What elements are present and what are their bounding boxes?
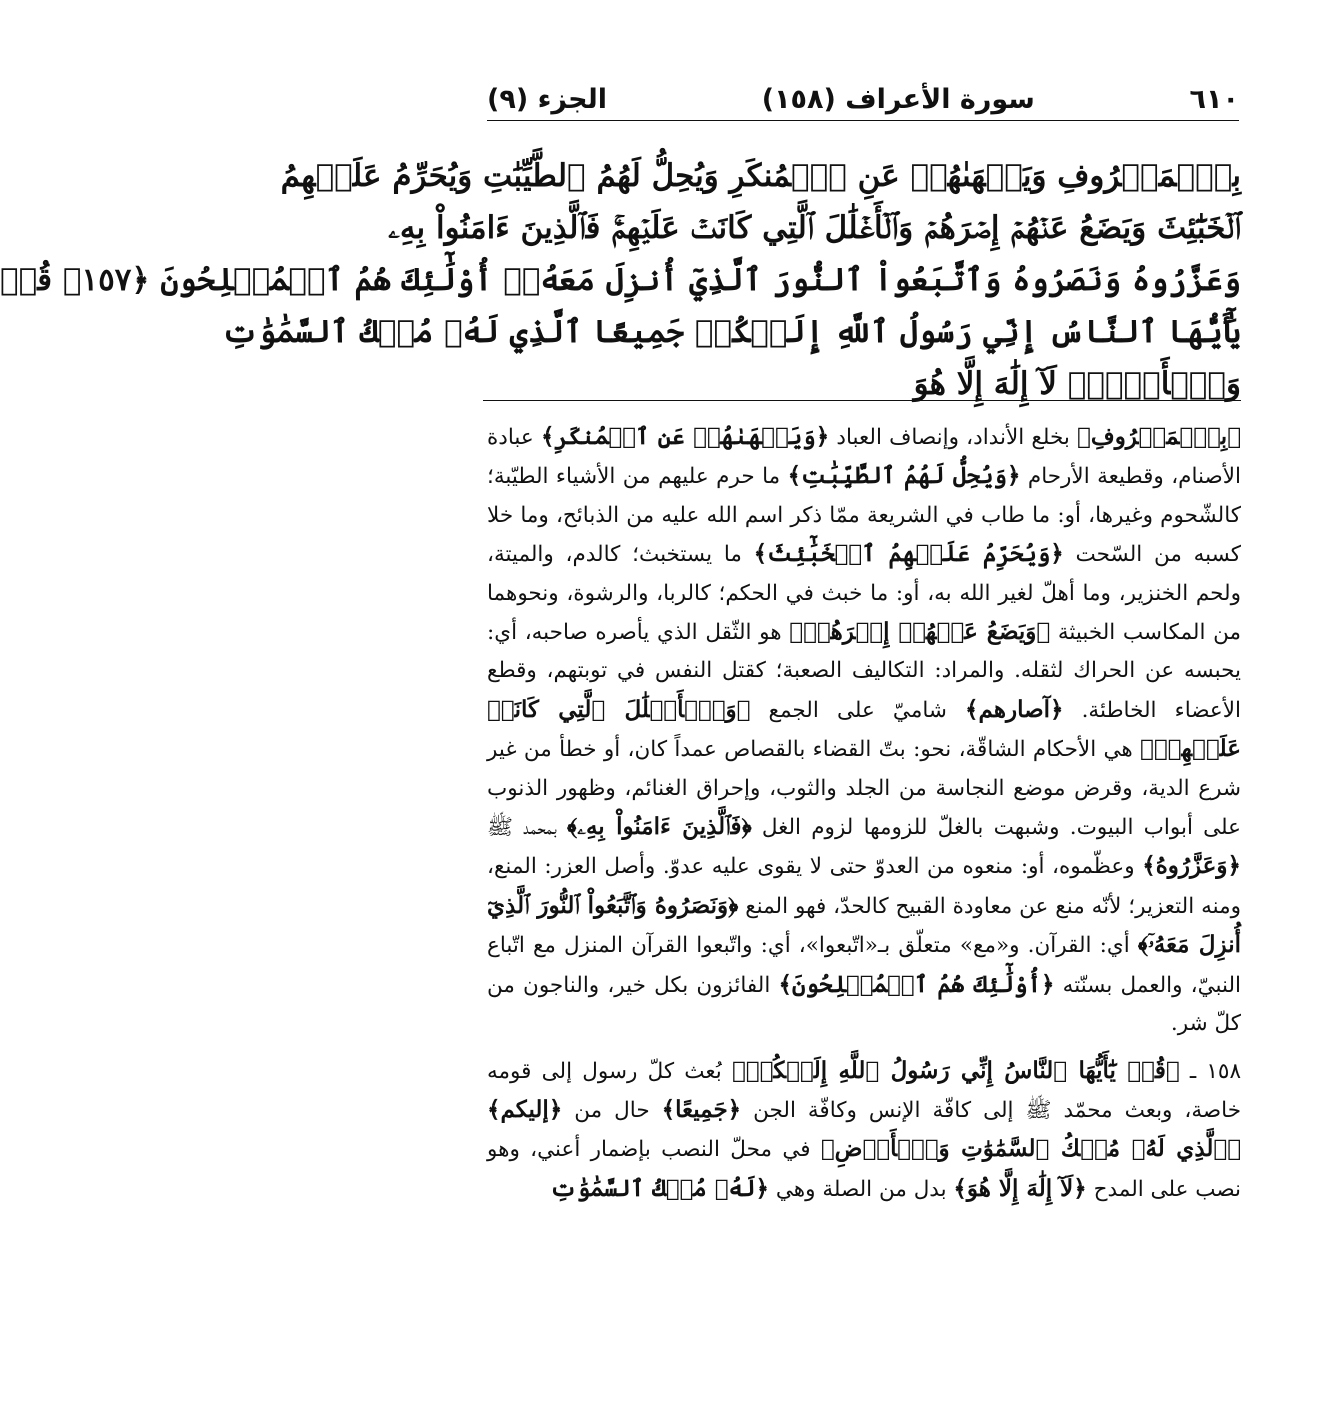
verse-line: ٱلۡخَبَٰٓئِثَ وَيَضَعُ عَنۡهُمۡ إِصۡرَهُمۡ وَٱلۡأَغۡلَٰلَ ٱلَّتِي كَانَتۡ عَلَيۡهِمۡۚ فَٱلَّذِينَ ءَامَنُواْ بِهِۦ xyxy=(388,210,1241,246)
commentary-text: ما حرم عليهم من الأشياء الطيّبة؛ كالشّحوم وغيرها، أو: ما طاب في الشريعة ممّا ذكر اسم الله عليه من الذبائح، وما خلا كسبه من السّحت xyxy=(487,464,1241,568)
commentary-text: شاميّ على الجمع xyxy=(750,697,966,723)
quran-verses-block xyxy=(0,150,1241,410)
quran-quote: ﴿بِٱلۡمَعۡرُوفِ﴾ xyxy=(1077,423,1242,450)
quran-quote: ﴿جَمِيعًا﴾ xyxy=(661,1095,742,1123)
commentary-text: حال من xyxy=(562,1097,662,1123)
commentary-text: عبادة الأصنام، وقطيعة الأرحام xyxy=(487,425,1242,490)
verse-line: وَعَزَّرُوهُ وَنَصَرُوهُ وَٱتَّبَعُواْ ٱلنُّورَ ٱلَّذِيٓ أُنزِلَ مَعَهُۥٓ أُوْلَٰٓئِكَ هُمُ ٱلۡمُفۡلِحُونَ ﴿١٥٧﴾ قُلۡ xyxy=(0,262,1241,298)
commentary-paragraph xyxy=(487,1052,1241,1210)
verse-line: بِٱلۡمَعۡرُوفِ وَيَنۡهَىٰهُمۡ عَنِ ٱلۡمُنكَرِ وَيُحِلُّ لَهُمُ ٱلطَّيِّبَٰتِ وَيُحَرِّمُ عَلَيۡهِمُ xyxy=(280,158,1241,194)
quran-quote: ﴿وَٱلۡأَغۡلَٰلَ ٱلَّتِي كَانَتۡ عَلَيۡهِمۡ﴾ xyxy=(487,695,1241,763)
quran-quote: ﴿وَعَزَّرُوهُ﴾ xyxy=(1142,852,1241,880)
page-number: ٦١٠ xyxy=(1189,83,1239,115)
tafsir-commentary xyxy=(487,418,1241,1209)
commentary-text: ما يستخبث؛ كالدم، والميتة، ولحم الخنزير، وما أهلّ لغير الله به، أو: ما خبث في الحكم؛ كالربا، والرشوة، ونحوهما من المكاسب الخبيثة xyxy=(487,542,1241,646)
commentary-text: في محلّ النصب بإضمار أعني، وهو نصب على المدح xyxy=(487,1137,1241,1202)
quran-quote: ﴿ٱلَّذِي لَهُۥ مُلۡكُ ٱلسَّمَٰوَٰتِ وَٱلۡأَرۡضِ﴾ xyxy=(820,1135,1241,1163)
quran-quote: ﴿لَآ إِلَٰهَ إِلَّا هُوَ﴾ xyxy=(953,1174,1087,1202)
quran-quote: ﴿فَٱلَّذِينَ ءَامَنُواْ بِهِۦ﴾ xyxy=(567,813,752,841)
surah-title: سورة الأعراف (١٥٨) xyxy=(761,83,1035,115)
commentary-paragraph xyxy=(487,418,1241,1044)
commentary-text: أي: القرآن. و«مع» متعلّق بـ«اتّبعوا»، أي: واتّبعوا القرآن المنزل مع اتّباع النبيّ، والعمل بسنّته xyxy=(487,933,1242,998)
commentary-text: بخلع الأنداد، وإنصاف العباد xyxy=(829,425,1078,450)
quran-quote: ﴿وَيَضَعُ عَنۡهُمۡ إِصۡرَهُمۡ﴾ xyxy=(789,618,1051,646)
commentary-text: بُعث كلّ رسول إلى قومه خاصة، وبعث محمّد ﷺ إلى كافّة الإنس وكافّة الجن xyxy=(487,1058,1241,1123)
commentary-text: الفائزون بكل خير، والناجون من كلّ شر. xyxy=(487,972,1241,1037)
quran-quote: ﴿وَنَصَرُوهُ وَٱتَّبَعُواْ ٱلنُّورَ ٱلَّذِيٓ أُنزِلَ مَعَهُۥٓ﴾ xyxy=(487,891,1241,959)
commentary-text: بمحمد ﷺ xyxy=(487,815,568,841)
quran-quote: ﴿وَيَنۡهَىٰهُمۡ عَنِ ٱلۡمُنكَرِ﴾ xyxy=(540,423,830,450)
quran-quote: ﴿أُوْلَٰٓئِكَ هُمُ ٱلۡمُفۡلِحُونَ﴾ xyxy=(778,970,1055,998)
commentary-text: هو الثّقل الذي يأصره صاحبه، أي: يحبسه عن الحراك لثقله. والمراد: التكاليف الصعبة؛ كقتل النفس في توبتهم، وقطع الأعضاء الخاطئة. xyxy=(487,620,1241,723)
commentary-text: هي الأحكام الشاقّة، نحو: بتّ القضاء بالقصاص عمداً كان، أو خطأ من غير شرع الدية، وقرض موضع النجاسة من الجلد والثوب، وإحراق الغنائم، وظهور الذنوب على أبواب البيوت. وشبهت بالغلّ للزومها لزوم الغل xyxy=(487,737,1241,841)
quran-quote: ﴿لَهُۥ مُلۡكُ ٱلسَّمَٰوَٰتِ xyxy=(549,1174,770,1202)
commentary-text: بدل من الصلة وهي xyxy=(769,1176,954,1202)
section-divider xyxy=(483,400,1241,401)
page-header xyxy=(487,78,1239,121)
quran-quote: ﴿وَيُحَرِّمُ عَلَيۡهِمُ ٱلۡخَبَٰٓئِثَ﴾ xyxy=(753,540,1064,568)
quran-quote: ﴿إليكم﴾ xyxy=(487,1095,563,1123)
commentary-text: ١٥٨ ـ xyxy=(1179,1058,1242,1084)
juz-label: الجزء (٩) xyxy=(487,83,608,115)
quran-quote: ﴿وَيُحِلُّ لَهُمُ ٱلطَّيِّبَٰتِ﴾ xyxy=(787,462,1021,490)
commentary-text: وعظّموه، أو: منعوه من العدوّ حتى لا يقوى عليه عدوّ. وأصل العزر: المنع، ومنه التعزير؛ لأنّه منع عن معاودة القبيح كالحدّ، فهو المنع xyxy=(487,854,1241,919)
verse-line: يَٰٓأَيُّهَا ٱلنَّاسُ إِنِّي رَسُولُ ٱللَّهِ إِلَيۡكُمۡ جَمِيعًا ٱلَّذِي لَهُۥ مُلۡكُ ٱلسَّمَٰوَٰتِ xyxy=(221,314,1241,350)
quran-quote: ﴿قُلۡ يَٰٓأَيُّهَا ٱلنَّاسُ إِنِّي رَسُولُ ٱللَّهِ إِلَيۡكُمۡ﴾ xyxy=(731,1056,1180,1084)
quran-quote: ﴿آصارهم﴾ xyxy=(965,695,1064,723)
verse-line: وَٱلۡأَرۡضِۖ لَآ إِلَٰهَ إِلَّا هُوَ xyxy=(913,366,1241,402)
